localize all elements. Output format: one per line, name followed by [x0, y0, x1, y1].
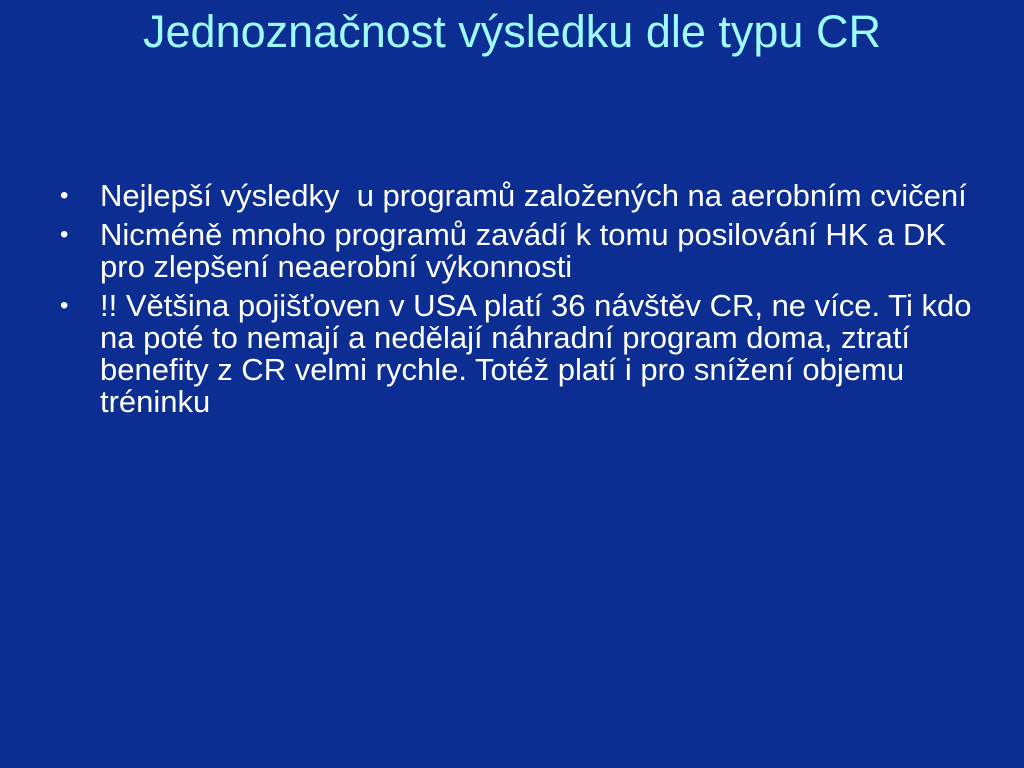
bullet-icon: • — [60, 221, 69, 248]
bullet-item-2 — [56, 219, 976, 283]
slide-title: Jednoznačnost výsledku dle typu CR — [143, 6, 881, 57]
bullet-item-3 — [56, 288, 981, 419]
bullet-text: !! Většina pojišťoven v USA platí 36 návštěv CR, ne více. Ti kdo na poté to nemají a nedělají náhradní program doma, ztratí benefity z CR velmi rychle. Totéž platí i pro snížení objemu tréninku — [100, 288, 981, 419]
bullet-list — [56, 178, 981, 425]
bullet-text: Nejlepší výsledky u programů založených na aerobním cvičení — [100, 178, 967, 213]
bullet-icon: • — [60, 182, 69, 209]
bullet-text: Nicméně mnoho programů zavádí k tomu posilování HK a DK pro zlepšení neaerobní výkonnosti — [100, 217, 955, 284]
bullet-item-1 — [56, 180, 976, 212]
bullet-icon: • — [60, 292, 69, 319]
